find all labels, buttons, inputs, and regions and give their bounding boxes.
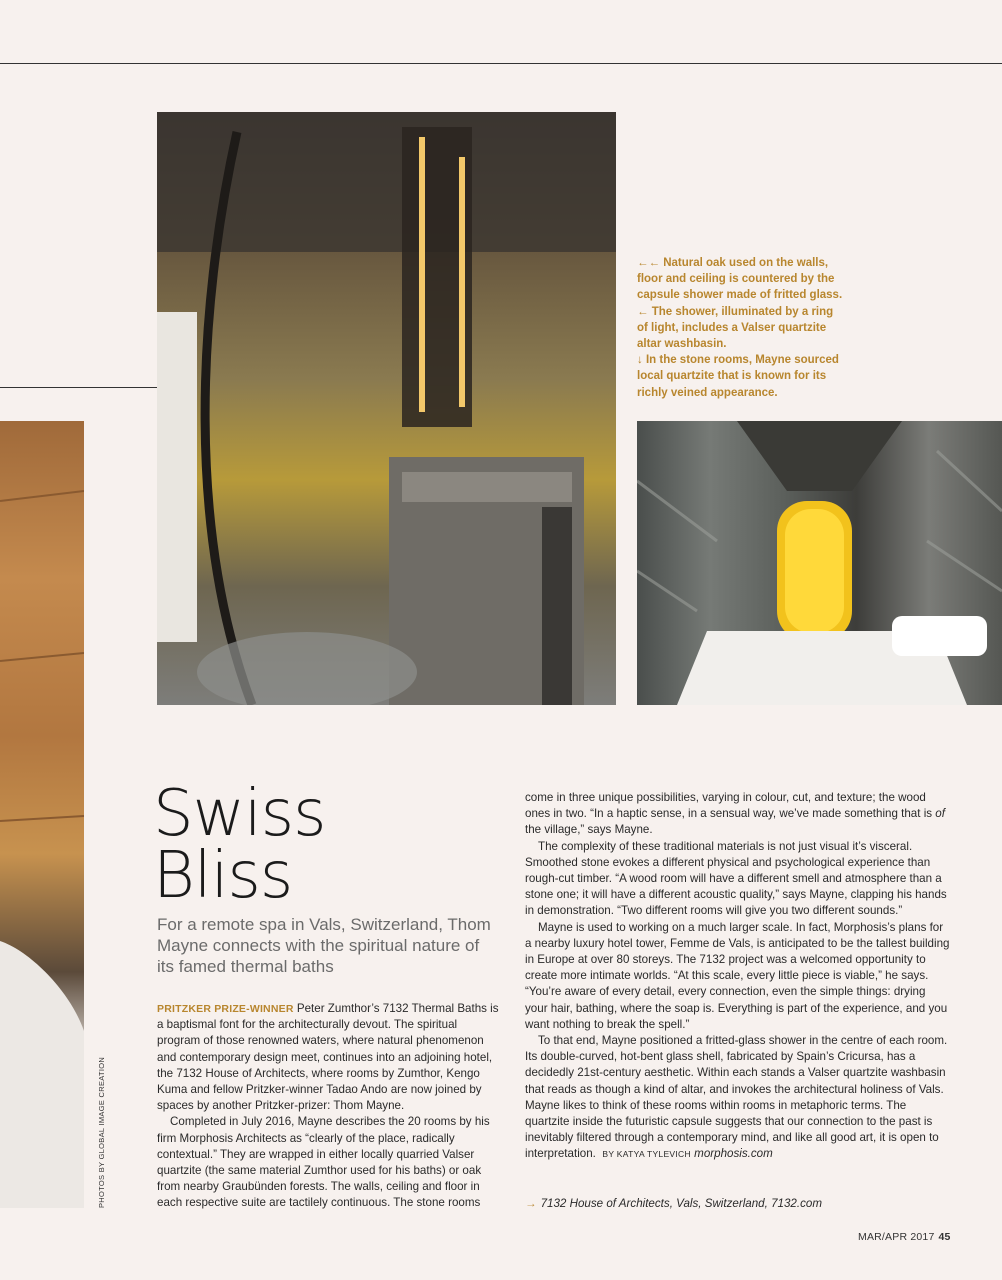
p2-cont-b: the village,” says Mayne. [525,823,653,837]
paragraph-2-continued [525,790,950,839]
paragraph-2: Completed in July 2016, Mayne describes the 20 rooms by his firm Morphosis Architects as “clearly of the place, radically contextual.” They are wrapped in either locally quarried Valser quartzite (the same material Zumthor used for his baths) or oak from nearby Graubünden forests. The walls, ceiling and floor in each respective suite are tactilely continuous. The stone rooms [157,1115,490,1210]
arrow-right-icon: → [525,1197,537,1210]
p2-cont-emphasis: of [935,807,945,821]
photo-captions [637,255,847,401]
article-column-left [157,1001,502,1212]
paragraph-4: Mayne is used to working on a much larger scale. In fact, Morphosis’s plans for a nearby luxury hotel tower, Femme de Vals, is anticipated to be the tallest building in Europe at over 80 storeys. The 7132 project was a welcomed opportunity to create more intimate worlds. “At this scale, every little piece is viable,” he says. “You’re aware of every detail, every connection, even the simple things: drying your hair, bathing, where the soap is. Everything is part of the experience, and you want nothing to break the spell.” [525,920,950,1031]
article-column-right [525,790,950,1163]
stone-room-photo-illustration [637,421,1002,705]
paragraph-5-text: To that end, Mayne positioned a fritted-glass shower in the centre of each room. Its double-curved, hot-bent glass shell, fabricated by Spain’s Cricursa, has a decidedly 21st-century aesthetic. Within each stands a Valser quartzite washbasin that reads as though a kind of altar, and invokes the architectural holiness of Vals. Mayne likes to think of these rooms within rooms in metaphoric terms. The quartzite inside the futuristic capsule suggests that our connection to the past is inevitably filtered through a contemporary mind, and like all good art, it is open to interpretation. [525,1034,948,1161]
dek: For a remote spa in Vals, Switzerland, Thom Mayne connects with the spiritual nature of its famed thermal baths [157,915,491,976]
headline [153,777,493,913]
bed-photo [0,421,84,1208]
stone-room-photo [637,421,1002,705]
paragraph-3: The complexity of these traditional materials is not just visual it’s visceral. Smoothed stone evokes a different physical and psychological experience than rough-cut timber. “A wood room will have a different smell and atmosphere than a stone one; it will have a different acoustic quality,” says Mayne, clapping his hands in demonstration. “Two different rooms will give you two different sounds.” [525,839,947,918]
page-number: 45 [938,1231,951,1243]
left-rule [0,387,157,388]
paragraph-1 [157,1001,502,1114]
paragraph-5 [525,1033,950,1163]
morphosis-link[interactable]: morphosis.com [694,1147,773,1161]
byline: BY KATYA TYLEVICH [602,1149,691,1160]
issue-date: MAR/APR 2017 [858,1231,935,1243]
caption-stone: ↓ In the stone rooms, Mayne sourced local quartzite that is known for its richly veined appearance. [637,354,839,399]
info-line [525,1196,955,1212]
top-rule [0,63,1002,64]
folio [858,1231,951,1243]
p2-cont-a: come in three unique possibilities, varying in colour, cut, and texture; the wood ones in two. “In a haptic sense, in a sensual way, we’ve made something that is [525,791,936,821]
lead-in: PRITZKER PRIZE-WINNER [157,1003,294,1015]
info-line-text[interactable]: 7132 House of Architects, Vals, Switzerland, 7132.com [540,1197,822,1210]
caption-shower: ← The shower, illuminated by a ring of light, includes a Valser quartzite altar washbasin. [637,305,834,351]
paragraph-1-text: Peter Zumthor’s 7132 Thermal Baths is a baptismal font for the architecturally devout. The spiritual program of those renowned waters, where natural phenomenon and contemporary design meet, continues into an adjoining hotel, the 7132 House of Architects, where rooms by Zumthor, Kengo Kuma and fellow Pritzker-winner Tadao Ando are now joined by spaces by another Pritzker-prizer: Thom Mayne. [157,1002,499,1113]
headline-line-1: Swiss [153,777,326,851]
bed-photo-illustration [0,421,84,1208]
shower-photo-illustration [157,112,616,705]
headline-line-2: Bliss [153,839,293,913]
photo-credit: PHOTOS BY GLOBAL IMAGE CREATION [97,1056,106,1208]
caption-oak: ←← Natural oak used on the walls, floor and ceiling is countered by the capsule shower made of fritted glass. [637,257,843,302]
shower-photo [157,112,616,705]
